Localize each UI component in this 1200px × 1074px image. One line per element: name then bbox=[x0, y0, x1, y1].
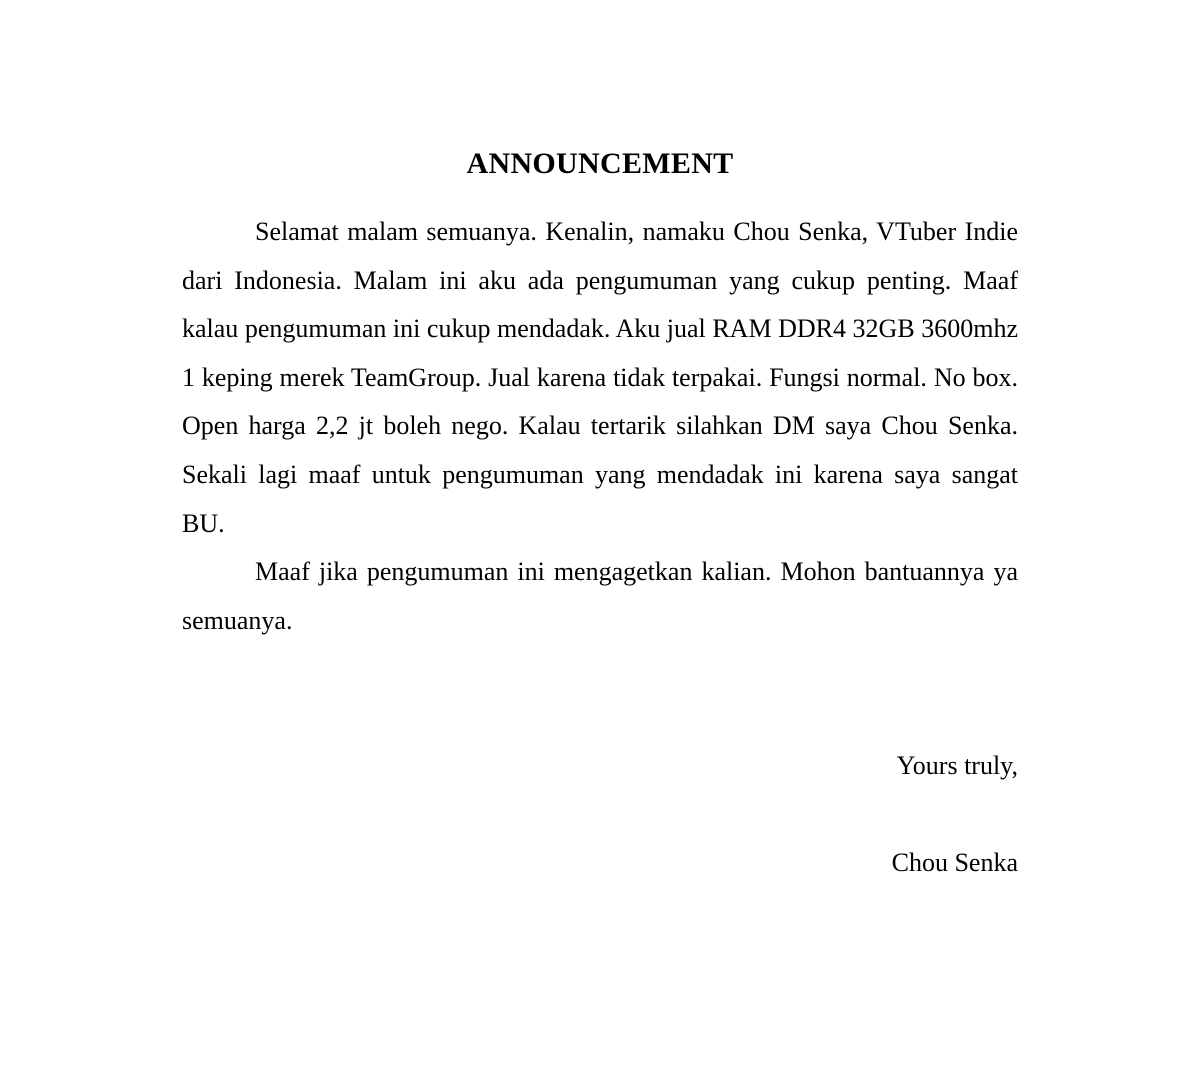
document-body bbox=[182, 140, 1018, 645]
announcement-paragraph-1: Selamat malam semuanya. Kenalin, namaku Chou Senka, VTuber Indie dari Indonesia. Malam ini aku ada pengumuman yang cukup penting. Maaf kalau pengumuman ini cukup mendadak. Aku jual RAM DDR4 32GB 3600mhz 1 keping merek TeamGroup. Jual karena tidak terpakai. Fungsi normal. No box. Open harga 2,2 jt boleh nego. Kalau tertarik silahkan DM saya Chou Senka. Sekali lagi maaf untuk pengumuman yang mendadak ini karena saya sangat BU. bbox=[182, 217, 1018, 538]
announcement-paragraph-2: Maaf jika pengumuman ini mengagetkan kalian. Mohon bantuannya ya semuanya. bbox=[182, 557, 1018, 635]
closing-salutation: Yours truly, bbox=[896, 751, 1018, 780]
document-title: ANNOUNCEMENT bbox=[466, 147, 734, 180]
signature-name: Chou Senka bbox=[891, 848, 1018, 877]
